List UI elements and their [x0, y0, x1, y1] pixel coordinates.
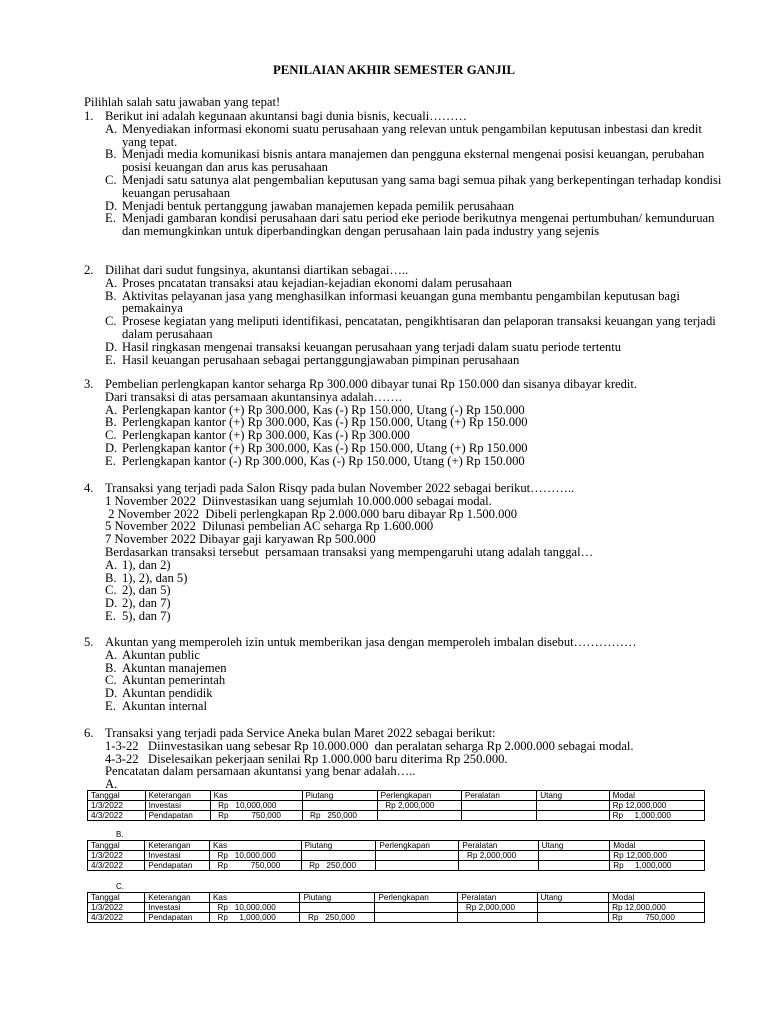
option-text: Menjadi satu satunya alat pengembalian keputusan yang sama bagi semua pihak yang berkepentingan terhadap kondisi keuangan perusahaan [122, 172, 722, 200]
option-text: Akuntan internal [122, 698, 207, 713]
question-number: 1. [84, 109, 94, 123]
table-header-cell: Perlengkapan [377, 791, 461, 801]
table-header-cell: Keterangan [145, 841, 210, 851]
table-header-cell: Modal [609, 893, 705, 903]
question-detail-line: 5 November 2022 Dilunasi pembelian AC seharga Rp 1.600.000 [105, 519, 434, 534]
table-cell [537, 903, 609, 913]
question [84, 110, 724, 238]
table-header-cell: Perlengkapan [376, 841, 459, 851]
answer-option[interactable] [105, 277, 724, 290]
option-text: Hasil ringkasan mengenai transaksi keuangan perusahaan yang terjadi dalam suatu periode tertentu [122, 339, 622, 354]
question-stem [84, 727, 724, 740]
table-header-row [88, 893, 705, 903]
table-cell [376, 861, 459, 871]
table-header-cell: Tanggal [88, 893, 145, 903]
table-cell: Rp 10,000,000 [210, 801, 302, 811]
answer-option[interactable] [105, 341, 724, 354]
option-text: 2), dan 7) [122, 596, 171, 611]
table-cell: Rp 750,000 [609, 913, 705, 923]
table-header-row [88, 791, 705, 801]
table-cell: Rp 2,000,000 [458, 903, 537, 913]
table-cell: Pendapatan [145, 811, 210, 821]
question-detail-line: Dari transaksi di atas persamaan akuntansinya adalah……. [105, 389, 402, 404]
option-text: Akuntan manajemen [122, 660, 227, 675]
option-letter: C. [105, 314, 117, 329]
table-cell [458, 913, 537, 923]
table-cell [537, 811, 609, 821]
option-letter: A. [105, 647, 118, 662]
option-letter: C. [105, 428, 117, 443]
question-text: Berikut ini adalah kegunaan akuntansi bagi dunia bisnis, kecuali……… [105, 109, 467, 123]
answer-option[interactable] [105, 584, 724, 597]
option-text: Menjadi gambaran kondisi perusahaan dari satu period eke periode berikutnya mengenai pertumbuhan/ kemunduruan dan memungkinkan untuk diperbandingkan dengan perusahaan lain pada industry yang sejenis [122, 211, 715, 239]
option-letter: E. [105, 698, 116, 713]
accounting-equation-table[interactable] [87, 790, 705, 821]
table-header-cell: Piutang [302, 791, 377, 801]
option-text: Perlengkapan kantor (+) Rp 300.000, Kas (-) Rp 150.000, Utang (+) Rp 150.000 [122, 415, 528, 430]
option-letter: C. [105, 172, 117, 187]
table-header-cell: Modal [609, 791, 704, 801]
option-text: Perlengkapan kantor (+) Rp 300.000, Kas (-) Rp 150.000, Utang (-) Rp 150.000 [122, 402, 525, 417]
table-cell [459, 861, 538, 871]
table-cell: Rp 10,000,000 [209, 851, 301, 861]
option-letter: A. [105, 402, 118, 417]
question-text: Pembelian perlengkapan kantor seharga Rp 300.000 dibayar tunai Rp 150.000 dan sisanya dibayar kredit. [105, 377, 638, 391]
table-cell: Rp 1,000,000 [609, 811, 704, 821]
table-row [88, 811, 705, 821]
option-letter: B. [105, 660, 117, 675]
question-stem [84, 110, 724, 123]
option-text: Perlengkapan kantor (+) Rp 300.000, Kas (-) Rp 300.000 [122, 428, 410, 443]
table-cell: Rp 12,000,000 [610, 851, 705, 861]
option-text: 2), dan 5) [122, 583, 171, 598]
question [84, 264, 724, 366]
table-header-cell: Kas [209, 893, 300, 903]
table-cell [377, 811, 461, 821]
option-letter: B. [105, 570, 117, 585]
table-cell: Rp 10,000,000 [209, 903, 300, 913]
question-text: Transaksi yang terjadi pada Salon Risqy pada bulan November 2022 sebagai berikut……….. [105, 481, 575, 495]
option-text: Perlengkapan kantor (-) Rp 300.000, Kas (-) Rp 150.000, Utang (+) Rp 150.000 [122, 453, 525, 468]
option-text: Menjadi media komunikasi bisnis antara manajemen dan pengguna eksternal mengenai posisi keuangan, perubahan posisi keuangan dan arus kas perusahaan [122, 147, 705, 175]
table-cell [538, 861, 610, 871]
table-header-cell: Keterangan [145, 893, 210, 903]
table-header-cell: Utang [538, 841, 610, 851]
option-letter: B. [105, 288, 117, 303]
question-text: Akuntan yang memperoleh izin untuk memberikan jasa dengan memperoleh imbalan disebut…………… [105, 635, 637, 649]
table-cell [376, 851, 459, 861]
table-header-cell: Utang [537, 893, 609, 903]
option-letter: C. [105, 583, 117, 598]
question-text: Transaksi yang terjadi pada Service Aneka bulan Maret 2022 sebagai berikut: [105, 726, 496, 740]
table-cell: Rp 2,000,000 [459, 851, 538, 861]
question [84, 482, 724, 623]
option-text: Akuntan public [122, 647, 200, 662]
table-header-row [88, 841, 705, 851]
question-detail-line: 7 November 2022 Dibayar gaji karyawan Rp 500.000 [105, 532, 376, 547]
option-letter: D. [105, 198, 118, 213]
table-header-cell: Peralatan [461, 791, 536, 801]
answer-option[interactable] [105, 148, 724, 174]
option-letter: A. [105, 777, 118, 792]
table-header-cell: Perlengkapan [375, 893, 458, 903]
answer-option[interactable] [105, 700, 724, 713]
table-header-cell: Piutang [301, 841, 376, 851]
question-stem [84, 264, 724, 277]
question-detail-line: 1-3-22 Diinvestasikan uang sebesar Rp 10.000.000 dan peralatan seharga Rp 2.000.000 sebagai modal. [105, 738, 634, 753]
option-text: Perlengkapan kantor (+) Rp 300.000, Kas (-) Rp 150.000, Utang (+) Rp 150.000 [122, 440, 528, 455]
question [84, 727, 724, 791]
option-letter: E. [105, 453, 116, 468]
answer-option[interactable] [105, 455, 724, 468]
table-option-label: C. [116, 882, 124, 891]
table-row [88, 903, 705, 913]
table-cell [537, 801, 609, 811]
option-text: Menjadi bentuk pertanggung jawaban manajemen kepada pemilik perusahaan [122, 198, 515, 213]
table-header-cell: Kas [210, 791, 302, 801]
table-cell: Rp 12,000,000 [609, 903, 705, 913]
option-text: 1), dan 2) [122, 557, 171, 572]
answer-option[interactable] [105, 174, 724, 200]
table-header-cell: Tanggal [88, 791, 146, 801]
table-row [88, 861, 705, 871]
page-title: PENILAIAN AKHIR SEMESTER GANJIL [272, 63, 516, 77]
question-stem [84, 636, 724, 649]
option-letter: A. [105, 275, 118, 290]
table-cell: Rp 250,000 [302, 811, 377, 821]
question-number: 3. [84, 377, 94, 391]
table-cell: 1/3/2022 [88, 851, 145, 861]
question-number: 2. [84, 263, 94, 277]
option-letter: A. [105, 121, 118, 136]
instruction-text: Pilihlah salah satu jawaban yang tepat! [84, 95, 281, 109]
table-cell: Investasi [145, 851, 210, 861]
question-number: 6. [84, 726, 94, 740]
table-cell: 4/3/2022 [88, 913, 145, 923]
table-row [88, 851, 705, 861]
table-cell: 1/3/2022 [88, 903, 145, 913]
option-text: 1), 2), dan 5) [122, 570, 188, 585]
table-cell [300, 903, 375, 913]
table-row [88, 801, 705, 811]
option-text: Hasil keuangan perusahaan sebagai pertanggungjawaban pimpinan perusahaan [122, 352, 520, 367]
table-header-cell: Utang [537, 791, 609, 801]
table-cell [461, 801, 536, 811]
question-detail-line: Pencatatan dalam persamaan akuntansi yang benar adalah….. [105, 764, 416, 779]
question-number: 5. [84, 635, 94, 649]
table-cell: 4/3/2022 [88, 861, 145, 871]
table-cell: Rp 750,000 [209, 861, 301, 871]
option-text: Akuntan pendidik [122, 686, 213, 701]
table-cell: Rp 1,000,000 [610, 861, 705, 871]
question-stem [84, 378, 724, 391]
option-letter: D. [105, 596, 118, 611]
question-detail-line: 2 November 2022 Dibeli perlengkapan Rp 2.000.000 baru dibayar Rp 1.500.000 [105, 506, 518, 521]
table-option-label: B. [116, 830, 124, 839]
table-cell [461, 811, 536, 821]
table-cell [375, 903, 458, 913]
table-header-cell: Keterangan [145, 791, 210, 801]
table-cell: Rp 750,000 [210, 811, 302, 821]
option-text: Prosese kegiatan yang meliputi identifikasi, pencatatan, pengikhtisaran dan pelaporan transaksi keuangan yang terjadi dalam perusahaan [122, 314, 716, 341]
table-cell: Pendapatan [145, 913, 210, 923]
question-detail-line: Berdasarkan transaksi tersebut persamaan transaksi yang mempengaruhi utang adalah tanggal… [105, 544, 594, 559]
option-letter: A. [105, 557, 118, 572]
table-cell [375, 913, 458, 923]
table-header-cell: Kas [209, 841, 301, 851]
option-letter: B. [105, 415, 117, 430]
answer-option[interactable] [105, 610, 724, 623]
table-cell: 1/3/2022 [88, 801, 146, 811]
answer-option[interactable] [105, 354, 724, 367]
table-cell: Rp 250,000 [301, 861, 376, 871]
answer-option[interactable] [105, 442, 724, 455]
answer-option[interactable] [105, 597, 724, 610]
table-cell: Rp 12,000,000 [609, 801, 704, 811]
question [84, 378, 724, 468]
option-text: Proses pncatatan transaksi atau kejadian-kejadian ekonomi dalam perusahaan [122, 275, 512, 290]
question-number: 4. [84, 481, 94, 495]
option-letter: E. [105, 352, 116, 367]
table-header-cell: Piutang [300, 893, 375, 903]
table-header-cell: Tanggal [88, 841, 145, 851]
question-stem [84, 482, 724, 495]
option-letter: D. [105, 440, 118, 455]
question-detail-line: 4-3-22 Diselesaikan pekerjaan senilai Rp 1.000.000 baru diterima Rp 250.000. [105, 751, 508, 766]
answer-option[interactable] [105, 123, 724, 149]
question-text: Dilihat dari sudut fungsinya, akuntansi diartikan sebagai….. [105, 263, 409, 277]
option-letter: D. [105, 686, 118, 701]
option-letter: E. [105, 608, 116, 623]
accounting-equation-table[interactable] [87, 892, 705, 923]
option-text: 5), dan 7) [122, 608, 171, 623]
option-text: Akuntan pemerintah [122, 673, 226, 688]
answer-option[interactable] [105, 212, 724, 238]
table-cell [537, 913, 609, 923]
question-detail-line: 1 November 2022 Diinvestasikan uang sejumlah 10.000.000 sebagai modal. [105, 493, 492, 508]
table-cell: Rp 250,000 [300, 913, 375, 923]
answer-option[interactable] [105, 290, 724, 316]
option-letter: E. [105, 211, 116, 226]
answer-option[interactable] [105, 572, 724, 585]
table-cell: Investasi [145, 801, 210, 811]
table-cell: 4/3/2022 [88, 811, 146, 821]
table-header-cell: Modal [610, 841, 705, 851]
table-cell: Investasi [145, 903, 210, 913]
table-cell [301, 851, 376, 861]
table-cell: Pendapatan [145, 861, 210, 871]
table-cell [538, 851, 610, 861]
answer-option[interactable] [105, 315, 724, 341]
table-cell: Rp 1,000,000 [209, 913, 300, 923]
table-header-cell: Peralatan [459, 841, 538, 851]
table-cell: Rp 2,000,000 [377, 801, 461, 811]
answer-option[interactable] [105, 559, 724, 572]
option-letter: D. [105, 339, 118, 354]
table-header-cell: Peralatan [458, 893, 537, 903]
option-text: Aktivitas pelayanan jasa yang menghasilkan informasi keuangan guna membantu pengambilan keputusan bagi pemakainya [122, 288, 680, 316]
accounting-equation-table[interactable] [87, 840, 705, 871]
option-letter: B. [105, 147, 117, 162]
option-text: Menyediakan informasi ekonomi suatu perusahaan yang relevan untuk pengambilan keputusan inbestasi dan kredit yang tepat. [122, 121, 702, 149]
option-letter: C. [105, 673, 117, 688]
table-cell [302, 801, 377, 811]
question [84, 636, 724, 713]
table-row [88, 913, 705, 923]
answer-option[interactable] [105, 649, 724, 662]
